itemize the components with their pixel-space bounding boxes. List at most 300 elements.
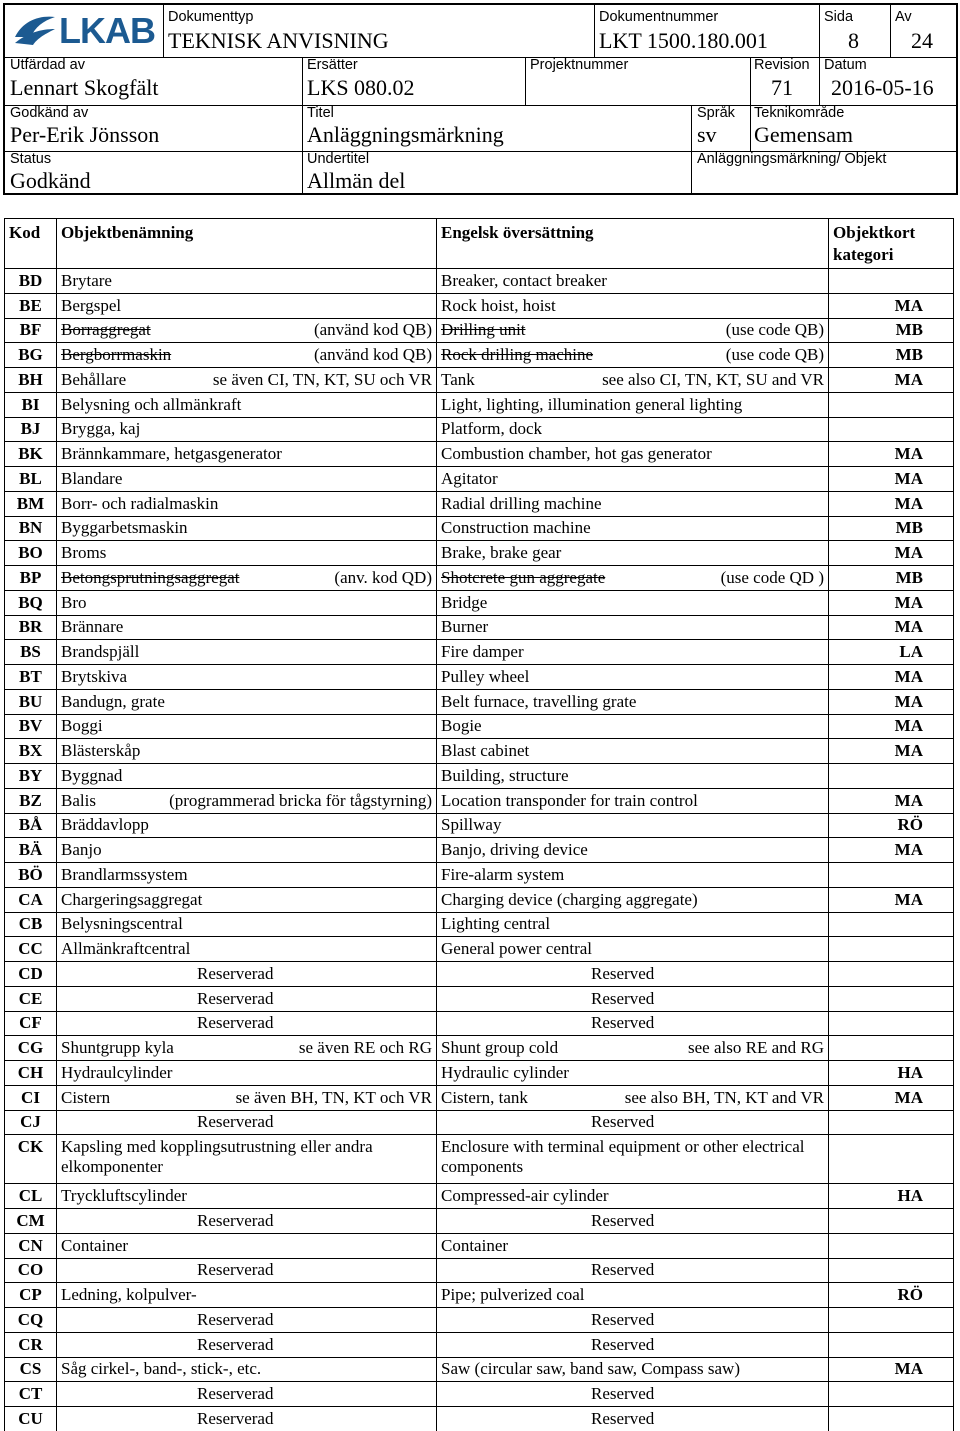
table-row xyxy=(5,541,954,566)
cell-name xyxy=(57,912,437,937)
replaces-label: Ersätter xyxy=(307,57,358,73)
approved-by-label: Godkänd av xyxy=(10,105,89,121)
cell-category: MA xyxy=(829,293,954,318)
cell-english xyxy=(437,392,829,417)
english-note: see also RE and RG xyxy=(688,1038,824,1058)
cell-code: BI xyxy=(5,392,57,417)
english-wrap xyxy=(441,543,824,563)
cell-name xyxy=(57,714,437,739)
english-wrap xyxy=(441,444,824,464)
name-wrap xyxy=(61,890,432,910)
cell-category: RÖ xyxy=(829,1283,954,1308)
name-text: Behållare xyxy=(61,369,127,389)
cell-category: MA xyxy=(829,590,954,615)
cell-name xyxy=(57,516,437,541)
name-wrap xyxy=(61,692,432,712)
cell-name xyxy=(57,1011,437,1036)
cell-english xyxy=(437,293,829,318)
english-note: see also BH, TN, KT and VR xyxy=(624,1087,824,1107)
english-wrap xyxy=(441,815,824,835)
cell-name xyxy=(57,615,437,640)
cell-english xyxy=(437,1184,829,1209)
name-wrap xyxy=(61,296,432,316)
name-wrap xyxy=(61,716,432,736)
reserved-text: Reserverad xyxy=(197,1112,274,1132)
name-text: Brygga, kaj xyxy=(61,419,141,439)
name-text: Borraggregat xyxy=(61,320,151,340)
english-text: Combustion chamber, hot gas generator xyxy=(441,444,712,464)
cell-code: BD xyxy=(5,269,57,294)
header-rule xyxy=(890,5,891,57)
english-text: Fire-alarm system xyxy=(441,864,565,884)
table-row xyxy=(5,442,954,467)
name-text: Byggnad xyxy=(61,765,123,785)
name-note: (använd kod QB) xyxy=(313,320,432,340)
reserved-text: Reserverad xyxy=(197,988,274,1008)
english-text: Spillway xyxy=(441,815,502,835)
table-row xyxy=(5,665,954,690)
cell-name xyxy=(57,1036,437,1061)
cell-english xyxy=(437,590,829,615)
cell-name xyxy=(57,986,437,1011)
english-text: Lighting central xyxy=(441,914,551,934)
cell-code: CG xyxy=(5,1036,57,1061)
name-wrap xyxy=(61,617,432,637)
cell-code: BM xyxy=(5,491,57,516)
project-label: Projektnummer xyxy=(530,57,629,73)
page-number: 8 xyxy=(848,28,859,53)
cell-category: MA xyxy=(829,442,954,467)
name-text: Banjo xyxy=(61,840,102,860)
cell-code: BP xyxy=(5,566,57,591)
cell-code: BH xyxy=(5,368,57,393)
header-rule xyxy=(525,57,526,105)
cell-english xyxy=(437,665,829,690)
english-wrap xyxy=(441,345,824,365)
name-note: (använd kod QB) xyxy=(313,345,432,365)
reserved-text: Reserved xyxy=(591,1334,655,1354)
name-text: Bandugn, grate xyxy=(61,691,165,711)
cell-code: CP xyxy=(5,1283,57,1308)
cell-code: CB xyxy=(5,912,57,937)
reserved-text: Reserverad xyxy=(197,1384,274,1404)
english-wrap xyxy=(441,642,824,662)
cell-category xyxy=(829,962,954,987)
table-row xyxy=(5,368,954,393)
table-row xyxy=(5,887,954,912)
approved-by: Per-Erik Jönsson xyxy=(10,122,160,147)
cell-english xyxy=(437,986,829,1011)
table-row xyxy=(5,1407,954,1431)
cell-code: CJ xyxy=(5,1110,57,1135)
name-text: Tryckluftscylinder xyxy=(61,1186,187,1206)
english-text: Agitator xyxy=(441,468,498,488)
reserved-text: Reserverad xyxy=(197,1210,274,1230)
name-wrap xyxy=(61,791,432,811)
table-row xyxy=(5,1357,954,1382)
reserved-text: Reserved xyxy=(591,1260,655,1280)
cell-english xyxy=(437,269,829,294)
cell-code: BÄ xyxy=(5,838,57,863)
cell-english xyxy=(437,1209,829,1234)
table-row xyxy=(5,615,954,640)
cell-english xyxy=(437,640,829,665)
cell-category xyxy=(829,1110,954,1135)
cell-name xyxy=(57,1233,437,1258)
cell-category: MA xyxy=(829,467,954,492)
cell-english xyxy=(437,491,829,516)
cell-code: BL xyxy=(5,467,57,492)
name-text: Borr- och radialmaskin xyxy=(61,493,219,513)
reserved-text: Reserved xyxy=(591,1210,655,1230)
table-row xyxy=(5,962,954,987)
cell-code: CR xyxy=(5,1332,57,1357)
cell-name xyxy=(57,269,437,294)
table-row xyxy=(5,516,954,541)
cell-english xyxy=(437,739,829,764)
table-row xyxy=(5,1036,954,1061)
cell-category xyxy=(829,1209,954,1234)
english-wrap xyxy=(441,1359,824,1379)
name-text: Broms xyxy=(61,543,107,563)
header-rule xyxy=(302,57,303,195)
cell-code: CL xyxy=(5,1184,57,1209)
name-note: se även RE och RG xyxy=(298,1038,432,1058)
name-text: Cistern xyxy=(61,1087,111,1107)
name-text: Boggi xyxy=(61,716,103,736)
english-note: see also CI, TN, KT, SU and VR xyxy=(602,369,824,389)
cell-code: CS xyxy=(5,1357,57,1382)
cell-category: LA xyxy=(829,640,954,665)
cell-category xyxy=(829,764,954,789)
cell-category xyxy=(829,1382,954,1407)
reserved-text: Reserverad xyxy=(197,963,274,983)
cell-code: CF xyxy=(5,1011,57,1036)
reserved-text: Reserved xyxy=(591,1112,655,1132)
name-text: Chargeringsaggregat xyxy=(61,889,203,909)
cell-english xyxy=(437,788,829,813)
cell-english xyxy=(437,1135,829,1184)
english-wrap xyxy=(441,296,824,316)
cell-category xyxy=(829,392,954,417)
column-header-name: Objektbenämning xyxy=(57,219,437,269)
name-text: Blandare xyxy=(61,468,123,488)
cell-code: BY xyxy=(5,764,57,789)
reserved-text: Reserverad xyxy=(197,1334,274,1354)
revision: 71 xyxy=(771,75,793,100)
name-text: Belysningscentral xyxy=(61,914,183,934)
english-wrap xyxy=(441,320,824,340)
english-text: Bogie xyxy=(441,716,482,736)
cell-category: MB xyxy=(829,318,954,343)
name-text: Belysning och allmänkraft xyxy=(61,394,242,414)
cell-name xyxy=(57,1407,437,1431)
cell-category xyxy=(829,1135,954,1184)
name-wrap xyxy=(61,1088,432,1108)
cell-english xyxy=(437,417,829,442)
cell-code: CK xyxy=(5,1135,57,1184)
table-row xyxy=(5,788,954,813)
reserved-text: Reserved xyxy=(591,1408,655,1428)
english-wrap xyxy=(441,1137,824,1177)
cell-english xyxy=(437,838,829,863)
cell-name xyxy=(57,887,437,912)
cell-english xyxy=(437,1258,829,1283)
reserved-text: Reserved xyxy=(591,963,655,983)
english-wrap xyxy=(441,1088,824,1108)
english-text: Rock hoist, hoist xyxy=(441,295,556,315)
cell-english xyxy=(437,1308,829,1333)
page-total-label: Av xyxy=(895,9,912,25)
name-wrap xyxy=(61,1359,432,1379)
cell-english xyxy=(437,1061,829,1086)
table-row xyxy=(5,813,954,838)
english-wrap xyxy=(441,692,824,712)
english-wrap xyxy=(441,469,824,489)
name-text: Kapsling med kopplingsutrustning eller andra elkomponenter xyxy=(61,1137,373,1177)
english-note: (use code QB) xyxy=(725,320,824,340)
cell-category: MA xyxy=(829,887,954,912)
header-rule xyxy=(750,57,751,151)
cell-category: HA xyxy=(829,1061,954,1086)
cell-category: MB xyxy=(829,343,954,368)
cell-code: CT xyxy=(5,1382,57,1407)
object-code-table xyxy=(4,218,954,1431)
cell-code: CE xyxy=(5,986,57,1011)
name-wrap xyxy=(61,593,432,613)
header-rule xyxy=(819,5,820,105)
cell-category: MA xyxy=(829,665,954,690)
english-wrap xyxy=(441,518,824,538)
logo-text: LKAB xyxy=(59,10,155,51)
english-text: Banjo, driving device xyxy=(441,840,588,860)
cell-english xyxy=(437,1407,829,1431)
cell-code: CM xyxy=(5,1209,57,1234)
cell-english xyxy=(437,566,829,591)
cell-name xyxy=(57,417,437,442)
cell-english xyxy=(437,764,829,789)
name-wrap xyxy=(61,642,432,662)
english-wrap xyxy=(441,419,824,439)
cell-code: BJ xyxy=(5,417,57,442)
status-label: Status xyxy=(10,151,52,167)
table-row xyxy=(5,1332,954,1357)
name-text: Shuntgrupp kyla xyxy=(61,1038,174,1058)
page-total: 24 xyxy=(911,28,933,53)
english-wrap xyxy=(441,791,824,811)
name-note: se även BH, TN, KT och VR xyxy=(235,1087,432,1107)
cell-name xyxy=(57,1085,437,1110)
cell-category xyxy=(829,1036,954,1061)
english-text: Pipe; pulverized coal xyxy=(441,1285,585,1305)
language: sv xyxy=(697,122,717,147)
name-text: Såg cirkel-, band-, stick-, etc. xyxy=(61,1359,262,1379)
cell-category xyxy=(829,863,954,888)
reserved-text: Reserved xyxy=(591,1384,655,1404)
issued-by: Lennart Skogfält xyxy=(10,75,159,100)
table-row xyxy=(5,912,954,937)
cell-code: BR xyxy=(5,615,57,640)
table-row xyxy=(5,590,954,615)
name-note: (anv. kod QD) xyxy=(334,567,432,587)
name-note: se även CI, TN, KT, SU och VR xyxy=(212,369,432,389)
cell-category: MA xyxy=(829,1085,954,1110)
name-wrap xyxy=(61,444,432,464)
english-text: Cistern, tank xyxy=(441,1087,528,1107)
cell-name xyxy=(57,1061,437,1086)
table-row xyxy=(5,764,954,789)
column-header-category: Objektkort kategori xyxy=(829,219,954,269)
cell-english xyxy=(437,962,829,987)
cell-code: BE xyxy=(5,293,57,318)
tech-area: Gemensam xyxy=(754,122,853,147)
name-wrap xyxy=(61,766,432,786)
header-rule xyxy=(5,57,956,58)
cell-code: BX xyxy=(5,739,57,764)
table-row xyxy=(5,1110,954,1135)
table-row xyxy=(5,343,954,368)
name-text: Hydraulcylinder xyxy=(61,1062,173,1082)
cell-code: CI xyxy=(5,1085,57,1110)
cell-category: MA xyxy=(829,541,954,566)
cell-name xyxy=(57,566,437,591)
english-note: (use code QB) xyxy=(725,345,824,365)
name-text: Brandlarmssystem xyxy=(61,864,188,884)
subtitle-label: Undertitel xyxy=(307,151,370,167)
cell-name xyxy=(57,442,437,467)
english-text: Tank xyxy=(441,369,475,389)
cell-english xyxy=(437,541,829,566)
english-wrap xyxy=(441,1236,824,1256)
table-row xyxy=(5,714,954,739)
name-text: Bergborrmaskin xyxy=(61,345,172,365)
page-label: Sida xyxy=(824,9,854,25)
cell-code: BT xyxy=(5,665,57,690)
lkab-logo xyxy=(13,11,159,51)
english-text: Radial drilling machine xyxy=(441,493,602,513)
english-note: (use code QD ) xyxy=(720,567,824,587)
table-row xyxy=(5,739,954,764)
cell-name xyxy=(57,937,437,962)
cell-category xyxy=(829,269,954,294)
reserved-text: Reserved xyxy=(591,1013,655,1033)
name-text: Container xyxy=(61,1235,129,1255)
cell-category xyxy=(829,937,954,962)
english-text: General power central xyxy=(441,939,593,959)
english-text: Drilling unit xyxy=(441,320,526,340)
reserved-text: Reserverad xyxy=(197,1260,274,1280)
cell-english xyxy=(437,442,829,467)
cell-name xyxy=(57,368,437,393)
cell-name xyxy=(57,1332,437,1357)
cell-name xyxy=(57,1308,437,1333)
english-text: Construction machine xyxy=(441,518,591,538)
cell-category xyxy=(829,1011,954,1036)
cell-category: RÖ xyxy=(829,813,954,838)
column-header-english: Engelsk översättning xyxy=(437,219,829,269)
english-wrap xyxy=(441,1038,824,1058)
name-wrap xyxy=(61,518,432,538)
cell-category: MA xyxy=(829,788,954,813)
cell-code: CC xyxy=(5,937,57,962)
issued-by-label: Utfärdad av xyxy=(10,57,85,73)
document-header xyxy=(3,3,958,195)
name-wrap xyxy=(61,667,432,687)
doc-number: LKT 1500.180.001 xyxy=(599,28,768,53)
reserved-text: Reserverad xyxy=(197,1408,274,1428)
cell-name xyxy=(57,863,437,888)
cell-english xyxy=(437,1332,829,1357)
english-text: Rock drilling machine xyxy=(441,345,594,365)
english-text: Bridge xyxy=(441,592,488,612)
doc-number-label: Dokumentnummer xyxy=(599,9,719,25)
cell-code: CH xyxy=(5,1061,57,1086)
english-wrap xyxy=(441,914,824,934)
cell-english xyxy=(437,689,829,714)
name-text: Byggarbetsmaskin xyxy=(61,518,188,538)
name-wrap xyxy=(61,1063,432,1083)
name-text: Bräddavlopp xyxy=(61,815,149,835)
cell-category xyxy=(829,417,954,442)
table-row xyxy=(5,689,954,714)
cell-category: MA xyxy=(829,714,954,739)
column-header-code: Kod xyxy=(5,219,57,269)
name-text: Blästerskåp xyxy=(61,741,141,761)
name-wrap xyxy=(61,419,432,439)
header-rule xyxy=(163,5,164,57)
english-text: Shunt group cold xyxy=(441,1038,559,1058)
cell-code: BÅ xyxy=(5,813,57,838)
english-text: Light, lighting, illumination general lighting xyxy=(441,394,743,414)
name-wrap xyxy=(61,840,432,860)
date-label: Datum xyxy=(824,57,867,73)
cell-code: BS xyxy=(5,640,57,665)
cell-code: BV xyxy=(5,714,57,739)
cell-name xyxy=(57,813,437,838)
cell-english xyxy=(437,615,829,640)
cell-english xyxy=(437,1110,829,1135)
cell-name xyxy=(57,764,437,789)
english-text: Charging device (charging aggregate) xyxy=(441,889,698,909)
cell-category xyxy=(829,1407,954,1431)
reserved-text: Reserved xyxy=(591,988,655,1008)
cell-code: BG xyxy=(5,343,57,368)
cell-category: HA xyxy=(829,1184,954,1209)
cell-name xyxy=(57,1357,437,1382)
english-text: Breaker, contact breaker xyxy=(441,270,607,290)
table-row xyxy=(5,838,954,863)
english-text: Burner xyxy=(441,617,489,637)
english-wrap xyxy=(441,593,824,613)
name-wrap xyxy=(61,865,432,885)
cell-name xyxy=(57,640,437,665)
cell-name xyxy=(57,838,437,863)
english-wrap xyxy=(441,1186,824,1206)
reserved-text: Reserved xyxy=(591,1309,655,1329)
cell-name xyxy=(57,318,437,343)
cell-name xyxy=(57,689,437,714)
cell-english xyxy=(437,1036,829,1061)
name-text: Brytare xyxy=(61,270,112,290)
english-wrap xyxy=(441,395,824,415)
name-wrap xyxy=(61,815,432,835)
reserved-text: Reserverad xyxy=(197,1013,274,1033)
english-wrap xyxy=(441,865,824,885)
cell-code: BO xyxy=(5,541,57,566)
english-wrap xyxy=(441,617,824,637)
table-row xyxy=(5,318,954,343)
doc-type: TEKNISK ANVISNING xyxy=(168,28,389,53)
